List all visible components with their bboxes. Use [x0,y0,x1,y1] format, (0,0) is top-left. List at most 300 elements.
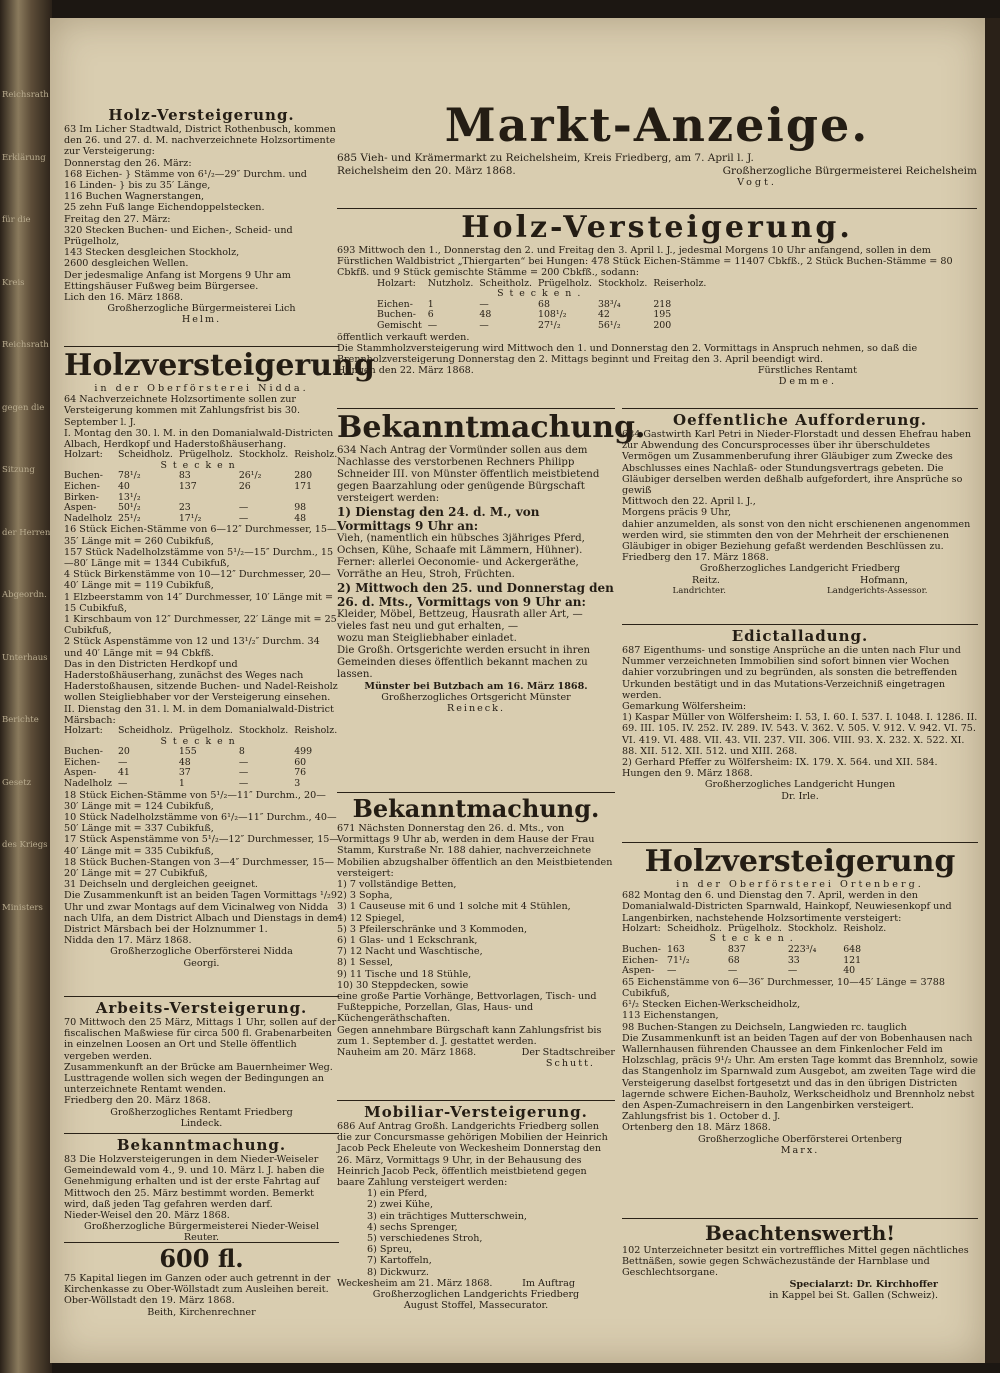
table-cell: 48 [294,512,307,524]
ad-day: II. Dienstag den 31. l. M. in dem Domanialwald-District Märsbach: [64,703,334,726]
table-cell: 13¹/₂ [117,491,141,503]
ad-office: Großherzogliches Landgericht Hungen [704,779,896,791]
previous-page-margin [2,90,51,965]
ad-signature: Specialarzt: Dr. Kirchhoffer [789,1278,938,1290]
ad-signatures [622,575,978,586]
ad-heading: Edictalladung. [731,627,869,645]
text-line: 25 zehn Fuß lange Eichendoppelstecken. [64,202,265,214]
ad-signature: Lindeck. [180,1117,223,1129]
divider [64,346,339,347]
margin-fragment: Unterhaus [2,652,48,663]
text-line: 687 Eigenthums- und sonstige Ansprüche an die unten nach Flur und Nummer verzeichneten Immobilien sind sofort binnen vier Wochen dahier vorzubringen und zu begründen, als sonsten die betreffenden Urkunden bestätigt und in das Mutations-Verzeichniß eingetragen werden. [622,645,961,701]
ad-office: Großherzogliche Bürgermeisterei Lich [107,303,296,315]
table-cell: Eichen- [64,756,100,768]
ad-role: Landgerichts-Assessor. [827,585,928,596]
text-line: 1) 7 vollständige Betten, [337,879,457,891]
ad-signature: Demme. [778,376,837,388]
ad-footer [337,365,977,376]
table-cell: Stockholz. [787,922,838,934]
table-cell: 71¹/₂ [666,954,690,966]
text-line: 7) 12 Nacht und Waschtische, [337,946,483,958]
ad-text: Ferner: allerlei Oeconomie- und Ackergeräthe, Vorräthe an Heu, Stroh, Früchten. [337,557,579,580]
ad-intro: 64 Nachverzeichnete Holzsortimente sollen zur Versteigerung kommen mit Zahlungsfrist bis 30. September l. J. [64,394,301,428]
table-cell: Nadelholz [64,778,112,789]
table-cell: Reisholz. [294,449,338,461]
table-cell: — [117,756,128,768]
text-line: 116 Buchen Wagnerstangen, [64,191,205,203]
text-line: Ober-Wöllstadt den 19. März 1868. [64,1295,235,1307]
table-cell: — [238,512,249,524]
text-line: Zahlungsfrist bis 1. October d. J. [622,1111,781,1123]
text-line: 8) 1 Sessel, [337,957,393,969]
text-line: 6) 1 Glas- und 1 Eckschrank, [337,935,478,947]
ad-body [622,1245,978,1279]
table-cell: Reisholz. [294,725,338,737]
text-line: Morgens präcis 9 Uhr, [622,507,732,519]
table-cell: 37 [178,767,191,779]
text-line: 1 Elzbeerstamm von 14″ Durchmesser, 10′ Länge mit = 15 Cubikfuß, [64,591,333,614]
ad-day: 1) Dienstag den 24. d. M., von Vormittags 9 Uhr an: [337,505,540,533]
ad-roles [622,586,978,597]
table-cell: 98 [294,502,307,514]
text-line: Friedberg den 17. März 1868. [622,552,769,564]
ad-mobiliar [337,1098,615,1311]
text-line: 113 Eichenstangen, [622,1010,719,1022]
text-line: 693 Mittwoch den 1., Donnerstag den 2. und Freitag den 3. April l. J., jedesmal Morgens 10 Uhr anfangend, sollen in dem Fürstlichen Waldbistrict „Thiergarten“ bei Hungen: 478 Stück Eichen-Stämme = 11407 Cbkfß., 2 Stück Buchen-Stämme = 80 Cbkfß. und 9 Stück gemischte Stämme = 200 Cbkfß., sodann: [337,245,953,279]
table-cell: Eichen- [622,954,658,966]
table-cell: Buchen- [377,309,416,321]
table-cell: Prügelholz. [537,277,592,289]
ad-office: Im Auftrag [522,1277,575,1289]
ad-signature: Reineck. [446,703,506,715]
ad-signature: Hofmann, [860,574,908,586]
text-line: 102 Unterzeichneter besitzt ein vortreffliches Mittel gegen nächtliches Bettnäßen, sowie gegen Schwächezustände der Harnblase und Geschlechtsorgane. [622,1245,969,1279]
text-line: Gemarkung Wölfersheim: [622,701,747,713]
table-cell: 78¹/₂ [117,470,141,482]
ad-office: Großherzogliche Oberförsterei Ortenberg [698,1133,902,1145]
wood-table [64,450,343,524]
market-announcement [337,98,977,188]
table-cell: 68 [727,954,740,966]
text-line: 18 Stück Buchen-Stangen von 3—4″ Durchmesser, 15—20′ Länge mit = 27 Cubikfuß, [64,856,334,880]
ad-bekannt-weisel [64,1131,339,1244]
table-cell: 23 [178,502,191,514]
text-line: Lich den 16. März 1868. [64,292,184,304]
divider [622,408,978,409]
ad-text: Vieh, (namentlich ein hübsches 3jähriges Pferd, Ochsen, Kühe, Schaafe mit Lämmern, Hühner). [337,533,585,556]
text-line: Gegen annehmbare Bürgschaft kann Zahlungsfrist bis zum 1. September d. J. gestattet werden. [337,1024,602,1047]
text-line: 65 Eichenstämme von 6—36″ Durchmesser, 10—45′ Länge = 3788 Cubikfuß, [622,976,945,999]
ad-heading: Bekanntmachung. [352,794,600,823]
text-line: 16 Stück Eichen-Stämme von 6—12″ Durchmesser, 15—35′ Länge mit = 260 Cubikfuß, [64,524,337,547]
ad-office: Fürstliches Rentamt [757,365,857,377]
ad-body [64,790,339,947]
table-cell: Prügelholz. [178,725,233,737]
table-cell: 48 [178,756,191,768]
table-cell: Scheidholz. [117,725,173,737]
newspaper-sheet [50,18,985,1363]
text-line: 31 Deichseln und dergleichen geeignet. [64,879,258,891]
text-line: Die Zusammenkunft ist an beiden Tagen auf der von Bobenhausen nach Wallernhausen führenden Chaussee an dem Finkenlocher Feld im Holzschlag, präcis 9¹/₂ Uhr. Am ersten Tage kommt das Brennholz, sowie das Stangenholz im Sparnwald zum Ausgebot, am zweiten Tage wird die Versteigerung daselbst fortgesetzt und das in den übrigen Districten lagernde schwere Eichen-Bauholz, Werkscheidholz und Brennholz nebst den Aspen-Zumachreisern in den Langenbirken versteigert. [622,1032,978,1112]
table-cell: Aspen- [64,767,97,779]
page-edge [985,18,1000,1363]
table-cell: 20 [117,746,130,758]
ad-intro: 671 Nächsten Donnerstag den 26. d. Mts., von Vormittags 9 Uhr ab, werden in dem Hause der Frau Stamm, Kurstraße Nr. 188 dahier, nachverzeichnete Mobilien abzugshalber öffentlich an den Meistbietenden versteigert: [337,823,613,879]
table-cell: 171 [294,481,313,492]
ad-bekannt-muenster [337,406,646,715]
table-cell: 56¹/₂ [597,319,621,331]
table-cell: — [238,756,249,768]
margin-fragment: gegen die [2,402,45,413]
text-line: 157 Stück Nadelholzstämme von 5¹/₂—15″ Durchm., 15—80′ Länge mit = 1344 Cubikfuß, [64,546,334,569]
text-line: 63 Im Licher Stadtwald, District Rothenbusch, kommen den 26. und 27. d. M. nachverzeichnete Holzsortimente zur Versteigerung: [64,124,336,158]
table-cell: 33 [787,954,800,966]
table-cell: 163 [666,944,685,955]
ad-subheading: in der Oberförsterei Nidda. [94,383,309,394]
ad-intro: 682 Montag den 6. und Dienstag den 7. April, werden in den Domanialwald-Districten Sparnwald, Hainkopf, Neuwiesenkopf und Langenbirken, nachstehende Holzsortimente versteigert: [622,890,952,924]
text-line: 143 Stecken desgleichen Stockholz, [64,247,240,259]
ad-holz-ortenberg [622,840,978,1156]
ad-signature: Georgi. [183,957,220,969]
table-cell: — [727,965,738,977]
text-line: 684 Gastwirth Karl Petri in Nieder-Florstadt und dessen Ehefrau haben zur Abwendung des Concursprocesses über ihr überschuldetes Vermögen um Zusammenberufung ihrer Gläubiger zum Zwecke des Abschlusses eines Nachlaß- oder Stundungsvertrags gebeten. Die Gläubiger derselben werden deßhalb aufgefordert, ihre Ansprüche so gewiß [622,429,972,497]
wood-table [377,279,712,332]
market-footer [337,165,977,178]
text-line: Lusttragende wollen sich wegen der Bedingungen an unterzeichnete Rentamt wenden. [64,1073,324,1096]
table-cell: Reiserholz. [653,277,707,289]
ad-signature: Marx. [780,1144,820,1156]
table-cell: 40 [843,965,856,977]
text-line: Der jedesmalige Anfang ist Morgens 9 Uhr am Ettingshäuser Fußweg beim Bürgersee. [64,269,291,292]
ad-office: Großherzogliche Bürgermeisterei Nieder-Weisel [84,1221,319,1233]
text-line: 5) 3 Pfeilerschränke und 3 Kommoden, [337,923,528,935]
table-unit: Stecken. [497,288,587,300]
text-line: Hungen den 9. März 1868. [622,768,753,780]
ad-body [64,1017,339,1107]
ad-body [337,633,615,681]
ad-signature: Schutt. [545,1058,595,1070]
text-line: 70 Mittwoch den 25 März, Mittags 1 Uhr, sollen auf der fiscalischen Maßwiese für circa 500 fl. Grabenarbeiten in einzelnen Loosen an Ort und Stelle öffentlich vergeben werden. [64,1017,337,1062]
table-cell: Aspen- [622,965,655,977]
table-unit: Stecken [160,459,241,471]
text-line: 7) Kartoffeln, [367,1255,432,1267]
divider [64,996,339,997]
margin-fragment: Abgeordn. [2,590,47,600]
divider [337,1100,615,1101]
table-cell: 25¹/₂ [117,512,141,524]
ad-subheading: in der Oberförsterei Ortenberg. [676,879,924,890]
ad-place: in Kappel bei St. Gallen (Schweiz). [769,1289,938,1301]
table-cell: Reisholz. [843,922,887,934]
text-line: Nieder-Weisel den 20. März 1868. [64,1210,230,1222]
table-cell: 50¹/₂ [117,502,141,514]
ad-footer [337,1047,615,1058]
margin-fragment: Reichsrath [2,340,49,350]
text-line: Freitag den 27. März: [64,213,171,225]
wood-table [64,726,343,790]
table-cell: 218 [653,298,672,310]
text-line: 4) 12 Spiegel, [337,912,405,924]
table-cell: 27¹/₂ [537,319,561,331]
text-line: öffentlich verkauft werden. [337,331,470,343]
table-cell: 76 [294,767,307,779]
table-cell: 3 [294,778,301,789]
table-cell: Stockholz. [238,449,289,461]
table-cell: 48 [479,309,492,321]
ad-place: Münster bei Butzbach am 16. März 1868. [364,681,588,692]
market-text: 685 Vieh- und Krämermarkt zu Reichelsheim, Kreis Friedberg, am 7. April l. J. [337,152,754,164]
ad-body [64,124,339,303]
table-cell: Nutzholz. [427,277,474,289]
ad-signature: Reitz. [692,574,720,586]
divider [622,1218,978,1219]
ad-day: 2) Mittwoch den 25. und Donnerstag den 26. d. Mts., Vormittags von 9 Uhr an: [337,581,614,609]
ad-office: Großherzogliche Oberförsterei Nidda [110,946,293,958]
ad-beachtenswerth [622,1216,978,1301]
table-cell: 837 [727,944,746,955]
table-cell: Buchen- [622,944,661,955]
ad-arbeits [64,994,339,1129]
ad-heading: Mobiliar-Versteigerung. [364,1103,588,1121]
table-cell: 1 [427,298,434,310]
table-cell: Holzart: [64,725,103,737]
margin-fragment: Berichte [2,715,39,725]
ad-heading: Holz-Versteigerung. [461,210,853,245]
text-line: 2) zwei Kühe, [367,1199,433,1211]
ad-heading: Beachtenswerth! [704,1221,896,1245]
text-line: dahier anzumelden, als sonst von den nicht erschienenen angenommen werden wird, sie stimmten den von der Mehrheit der erschienenen Gläubiger in obiger Beziehung gefaßt werdenden Beschlüssen zu. [622,518,971,553]
ad-heading: Holzversteigerung [644,844,956,879]
table-cell: — [427,319,438,331]
ad-body [337,245,977,279]
text-line: 3) ein trächtiges Mutterschwein, [367,1210,527,1222]
table-cell: Buchen- [64,746,103,758]
text-line: Die Großh. Ortsgerichte werden ersucht in ihren Gemeinden dieses öffentlich bekannt machen zu lassen. [337,645,591,680]
margin-fragment: Ministers [2,902,43,913]
divider [337,208,977,209]
margin-fragment: für die [2,215,31,225]
table-cell: 41 [117,767,130,779]
text-line: 320 Stecken Buchen- und Eichen-, Scheid- und Prügelholz, [64,224,293,248]
table-cell: 499 [294,746,313,758]
ad-aufforderung [622,406,978,597]
ad-signature: Reuter. [183,1232,220,1244]
table-cell: 40 [117,481,130,492]
text-line: 83 Die Holzversteigerungen in dem Nieder-Weiseler Gemeindewald vom 4., 9. und 10. März l. J. haben die Genehmigung erhalten und ist der erste Fahrtag auf Mittwoch den 25. März bestimmt worden. Bemerkt wird, daß jeden Tag gefahren werden darf. [64,1154,325,1210]
table-cell: Holzart: [622,922,661,934]
divider [64,1133,339,1134]
margin-fragment: Gesetz [2,777,32,788]
table-unit: Stecken. [709,933,799,945]
ad-office: Großherzogliches Rentamt Friedberg [110,1106,293,1118]
ad-holz-lich [64,106,339,326]
table-cell: Buchen- [64,470,103,482]
text-line: Friedberg den 20. März 1868. [64,1095,211,1107]
ad-place: Hungen den 22. März 1868. [337,365,474,377]
ad-office: Großherzogliches Ortsgericht Münster [381,692,571,704]
text-line: Nidda den 17. März 1868. [64,935,192,947]
ad-signature: Dr. Irle. [781,790,819,802]
table-cell: Stockholz. [238,725,289,737]
table-cell: 1 [178,778,185,789]
ad-kapital [64,1240,339,1318]
table-cell: 200 [653,319,672,331]
ad-heading: Oeffentliche Aufforderung. [673,411,927,429]
text-line: 4 Stück Birkenstämme von 10—12″ Durchmesser, 20—40′ Länge mit = 119 Cubikfuß, [64,569,331,592]
table-cell: Eichen- [64,481,100,492]
text-line: 2600 desgleichen Wellen. [64,258,189,270]
table-cell: 137 [178,481,197,492]
table-cell: Prügelholz. [727,922,782,934]
text-line: 75 Kapital liegen im Ganzen oder auch getrennt in der Kirchenkasse zu Ober-Wöllstadt zum Ausleihen bereit. [64,1273,331,1296]
ad-body [622,429,978,563]
text-line: wozu man Steigliebhaber einladet. [337,633,517,644]
text-line: 2) 3 Sopha, [337,890,393,902]
table-cell: Eichen- [377,298,413,310]
market-signature: Vogt. [737,177,777,188]
text-line: 5) verschiedenes Stroh, [367,1233,483,1245]
ad-bekannt-nauheim [337,790,615,1069]
table-cell: — [238,778,249,789]
table-cell: 6 [427,309,434,321]
text-line: 168 Eichen- } Stämme von 6¹/₂—29″ Durchm. und [64,168,307,180]
margin-fragment: des Kriegs [2,840,48,850]
text-line: 6¹/₂ Stecken Eichen-Werkscheidholz, [622,999,801,1011]
table-cell: 26¹/₂ [238,470,262,482]
table-cell: 60 [294,756,307,768]
table-cell: Holzart: [64,449,103,461]
ad-text: Kleider, Möbel, Bettzeug, Hausrath aller Art, — vieles fast neu und gut erhalten, — [337,609,583,632]
ad-day: I. Montag den 30. l. M. in den Domanialwald-Districten Albach, Herdkopf und Haderstoßhäuserhang. [64,427,334,451]
table-cell: 68 [537,298,550,310]
table-cell: 8 [238,746,245,758]
table-cell: — [117,778,128,789]
ad-body [337,332,977,366]
ad-body [622,977,978,1134]
text-line: Zusammenkunft an der Brücke am Bauernheimer Weg. [64,1061,333,1073]
text-line: Ortenberg den 18. März 1868. [622,1122,771,1134]
divider [64,1242,339,1243]
text-line: 9) 11 Tische und 18 Stühle, [337,968,472,980]
table-cell: 223³/₄ [787,944,817,955]
table-cell: Gemischt [377,319,422,331]
text-line: Donnerstag den 26. März: [64,157,192,169]
ad-office: Der Stadtschreiber [521,1047,615,1059]
text-line: 6) Spreu, [367,1244,413,1256]
market-office: Großherzogliche Bürgermeisterei Reichelsheim [722,164,977,177]
table-cell: — [787,965,798,977]
divider [337,408,615,409]
table-cell: Prügelholz. [178,449,233,461]
table-cell: Stockholz. [597,277,648,289]
ad-intro: 686 Auf Antrag Großh. Landgerichts Friedberg sollen die zur Concursmasse gehörigen Mobilien der Heinrich Jacob Peck Eheleute von Weckesheim Donnerstag den 26. März, Vormittags 9 Uhr, in der Behausung des Heinrich Jacob Peck, öffentlich meistbietend gegen baare Zahlung versteigert werden: [337,1121,608,1189]
table-row [64,482,343,493]
ad-body [64,1273,339,1307]
table-cell: Nadelholz [64,512,112,524]
text-line: Die Zusammenkunft ist an beiden Tagen Vormittags ¹/₂9 Uhr und zwar Montags auf dem Vicinalweg von Nidda nach Ulfa, an dem District Albach und Dienstags in dem District Märsbach bei der Holznummer 1. [64,890,338,936]
table-cell: — [238,502,249,514]
ad-role: Landrichter. [672,585,727,596]
ad-heading: Holz-Versteigerung. [108,106,295,124]
text-line: eine große Partie Vorhänge, Bettvorlagen, Tisch- und Fußteppiche, Porzellan, Glas, Haus- und Küchengeräthschaften. [337,991,597,1025]
wood-table [622,924,892,977]
text-line: 10) 30 Steppdecken, sowie [337,979,469,991]
table-cell: Scheidholz. [666,922,722,934]
ad-office: Großherzogliches Landgericht Friedberg [699,563,901,575]
table-cell: Scheidholz. [117,449,173,461]
ad-heading: Bekanntmachung. [116,1136,287,1154]
text-line: 98 Buchen-Stangen zu Deichseln, Langwieden rc. tauglich [622,1021,907,1033]
text-line: 1 Kirschbaum von 12″ Durchmesser, 22′ Länge mit = 25 Cubikfuß, [64,614,337,637]
table-cell: — [479,298,489,310]
ad-heading: Arbeits-Versteigerung. [95,999,308,1017]
divider [337,792,615,793]
table-row [622,945,892,956]
text-line: 17 Stück Aspenstämme von 5¹/₂—12″ Durchmesser, 15—40′ Länge mit = 335 Cubikfuß, [64,834,339,857]
text-line: 1) Kaspar Müller von Wölfersheim: I. 53, I. 60. I. 537. I. 1048. I. 1286. II. 69. III. 105. IV. 252. IV. 289. IV. 543. V. 362. V. 505. V. 912. V. 942. VI. 75. VI. 419. VI. 488. VII. 43. VII. 237. VII. 306. VIII. 93. X. 232. X. 522. XI. 88. XII. 512. XII. 512. und XIII. 268. [622,712,978,757]
margin-fragment: Kreis [2,277,25,288]
table-cell: — [238,767,249,779]
ad-heading: 600 fl. [159,1244,244,1273]
ad-signature: Beith, Kirchenrechner [147,1306,256,1318]
ad-holz-hungen [337,206,977,388]
text-line: 1) ein Pferd, [367,1188,428,1200]
table-cell: 195 [653,309,672,321]
ad-place: Weckesheim am 21. März 1868. [337,1277,493,1289]
ad-footer [337,1278,615,1289]
table-cell: 42 [597,309,610,321]
ad-body [64,1154,339,1221]
table-cell: 17¹/₂ [178,512,202,524]
table-unit: Stecken [160,735,241,747]
table-cell: 108¹/₂ [537,309,567,321]
margin-fragment: Sitzung [2,465,35,475]
text-line: Mittwoch den 22. April l. J., [622,496,756,508]
ad-body [337,991,615,1047]
text-line: 2 Stück Aspenstämme von 12 und 13¹/₂″ Durchm. 34 und 40′ Länge mit = 94 Cbkfß. [64,636,320,659]
divider [622,624,978,625]
margin-fragment: Erklärung [2,152,46,163]
table-cell: — [666,965,677,977]
table-cell: 280 [294,470,313,482]
ad-office: Großherzoglichen Landgerichts Friedberg [372,1289,580,1301]
margin-fragment: Reichsrath [2,90,49,100]
text-line: 2) Gerhard Pfeffer zu Wölfersheim: IX. 179. X. 564. und XII. 584. [622,757,938,769]
table-cell: 38³/₄ [597,298,621,310]
table-cell: Birken- [64,491,99,503]
market-place: Reichelsheim den 20. März 1868. [337,164,516,177]
ad-body [64,524,339,703]
text-line: 10 Stück Nadelholzstämme von 6¹/₂—11″ Durchm., 40—50′ Länge mit = 337 Cubikfuß, [64,812,337,835]
table-cell: 26 [238,481,251,492]
page-title: Markt-Anzeige. [444,98,870,152]
ad-intro: 634 Nach Antrag der Vormünder sollen aus dem Nachlasse des verstorbenen Rechners Philipp Schneider III. von Münster öffentlich meistbietend gegen Baarzahlung oder genügende Bürgschaft versteigert werden: [337,445,600,504]
table-row [64,514,343,525]
divider [622,842,978,843]
table-cell: Scheitholz. [479,277,532,289]
table-cell: Aspen- [64,502,97,514]
text-line: 8) Dickwurz. [367,1266,429,1278]
table-cell: Holzart: [377,277,416,289]
text-line: 18 Stück Eichen-Stämme von 5¹/₂—11″ Durchm., 20—30′ Länge mit = 124 Cubikfuß, [64,789,326,812]
ad-body [622,645,978,779]
text-line: 16 Linden- } bis zu 35′ Länge, [64,180,211,192]
table-cell: 155 [178,746,197,758]
table-cell: — [479,319,489,331]
ad-heading: Holzversteigerung [64,348,375,383]
margin-fragment: der Herren [2,527,51,538]
ad-heading: Bekanntmachung. [337,410,646,445]
